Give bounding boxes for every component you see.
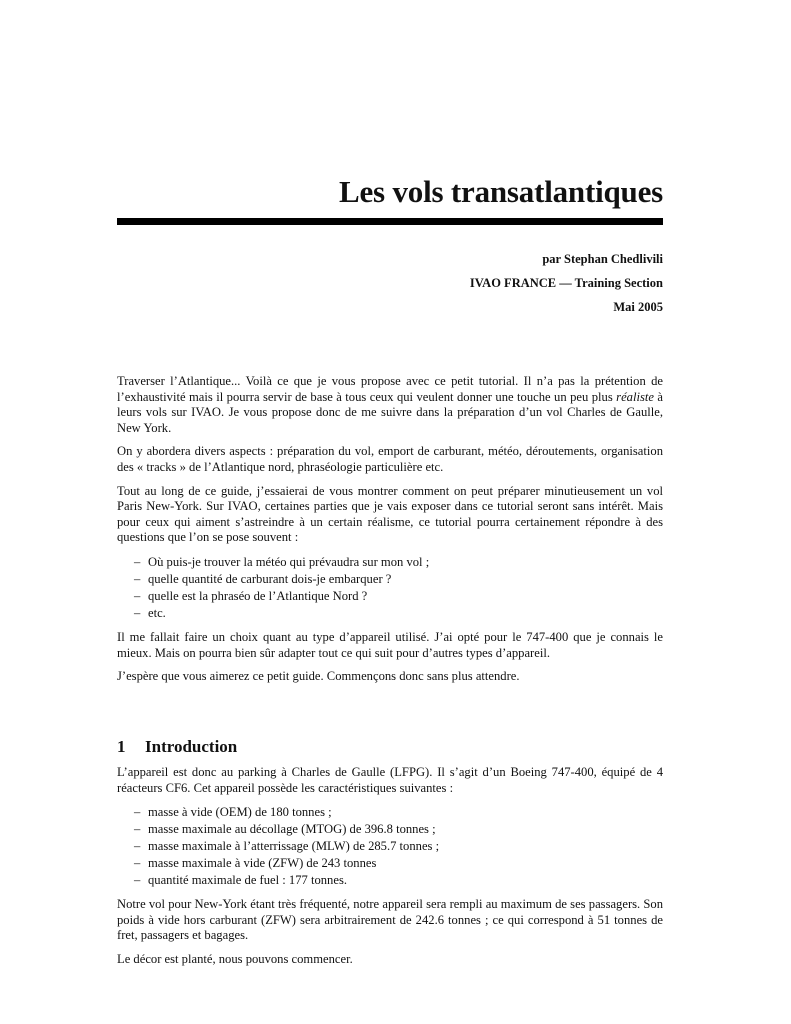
list-item: – masse maximale à l’atterrissage (MLW) de 285.7 tonnes ;: [134, 839, 440, 854]
section-paragraph-2: Notre vol pour New-York étant très fréquenté, notre appareil sera rempli au maximum de ses passagers. Son poids à vide hors carburant (ZFW) sera arbitrairement de 242.6 tonnes ; ce qui correspond à 51 tonnes de fret, passagers et bagages.: [117, 897, 663, 943]
author-line: par Stephan Chedlivili: [542, 252, 663, 266]
preface-text: [117, 374, 663, 693]
preface-paragraph-4: Il me fallait faire un choix quant au type d’appareil utilisé. J’ai opté pour le 747-400 que je connais le mieux. Mais on pourra bien sûr adapter tout ce qui suit pour d’autres types d’appareil.: [117, 629, 663, 660]
section-paragraph-3: Le décor est planté, nous pouvons commencer.: [117, 951, 353, 966]
specs-list: [117, 804, 663, 889]
title-rule: [117, 218, 663, 225]
document-title: Les vols transatlantiques: [339, 174, 663, 209]
preface-paragraph-3: Tout au long de ce guide, j’essaierai de vous montrer comment on peut préparer minutieusement un vol Paris New-York. Sur IVAO, certaines parties que je vais exposer dans ce tutorial seront sans intérêt. Mais pour ceux qui aiment s’astreindre à un certain réalisme, ce tutorial pourra certainement répondre à des questions que l’on se pose souvent :: [117, 483, 663, 545]
date-line: Mai 2005: [613, 300, 663, 314]
list-item: – masse à vide (OEM) de 180 tonnes ;: [134, 805, 332, 820]
list-item: – quelle quantité de carburant dois-je embarquer ?: [134, 571, 392, 586]
section-title: Introduction: [145, 737, 238, 757]
questions-list: [117, 554, 663, 622]
list-item: – Où puis-je trouver la météo qui prévaudra sur mon vol ;: [134, 554, 430, 569]
preface-paragraph-2: On y abordera divers aspects : préparation du vol, emport de carburant, météo, déroutements, organisation des « tracks » de l’Atlantique nord, phraséologie particulière etc.: [117, 444, 663, 474]
preface-paragraph-5: J’espère que vous aimerez ce petit guide. Commençons donc sans plus attendre.: [117, 669, 520, 684]
section-1-text: [117, 765, 663, 976]
list-item: – masse maximale à vide (ZFW) de 243 tonnes: [134, 856, 377, 871]
organization-line: IVAO FRANCE — Training Section: [469, 276, 663, 290]
list-item: – quantité maximale de fuel : 177 tonnes.: [134, 873, 347, 888]
preface-paragraph-1: Traverser l’Atlantique... Voilà ce que je vous propose avec ce petit tutorial. Il n’a pas la prétention de l’exhaustivité mais il pourra servir de base à tous ceux qui veulent donner une touche un peu plus réaliste à leurs vols sur IVAO. Je vous propose donc de me suivre dans la préparation d’un vol Charles de Gaulle, New York.: [117, 374, 663, 435]
list-item: – quelle est la phraséo de l’Atlantique Nord ?: [134, 588, 368, 603]
section-heading: [117, 737, 237, 757]
section-paragraph-1: L’appareil est donc au parking à Charles de Gaulle (LFPG). Il s’agit d’un Boeing 747-400, équipé de 4 réacteurs CF6. Cet appareil possède les caractéristiques suivantes :: [117, 765, 663, 795]
emphasis-realiste: réaliste: [616, 389, 654, 404]
list-item: – masse maximale au décollage (MTOG) de 396.8 tonnes ;: [134, 822, 436, 837]
section-number: 1: [117, 737, 126, 757]
list-item: – etc.: [134, 605, 166, 620]
